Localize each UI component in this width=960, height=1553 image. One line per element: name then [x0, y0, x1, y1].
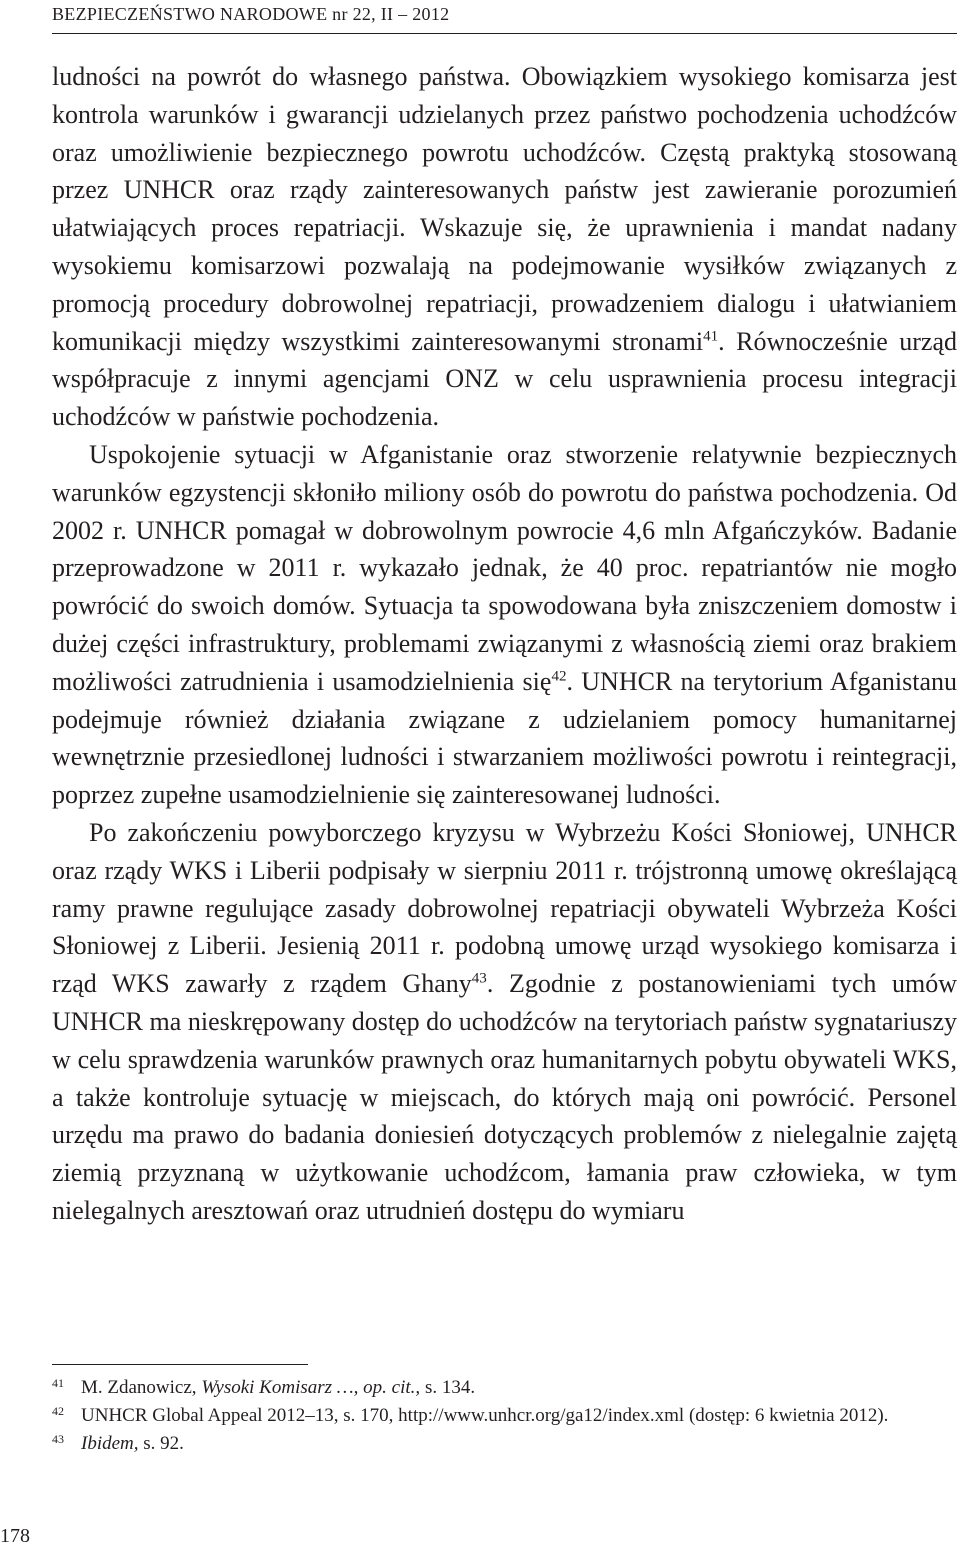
italic-text: Ibidem,: [81, 1433, 139, 1454]
footnote-reference: 43: [471, 970, 487, 987]
text-run: . UNHCR na terytorium Afganistanu podejmuje również działania związane z udzielaniem pomocy humanitarnej wewnętrznie przesiedlonej ludności i stwarzaniem możliwości powrotu i reintegracji, poprzez zupełne usamodzielnienie się zainteresowanej ludności.: [52, 666, 957, 810]
italic-text: Wysoki Komisarz …, op. cit.,: [201, 1377, 421, 1398]
text-run: . Zgodnie z postanowieniami tych umów UNHCR ma nieskrępowany dostęp do uchodźców na terytoriach państw sygnatariuszy w celu sprawdzenia warunków prawnych oraz humanitarnych pobytu obywateli WKS, a także kontroluje sytuację w miejscach, do których mają oni powrócić. Personel urzędu ma prawo do badania doniesień dotyczących problemów z nielegalnie zajętą ziemią przyznaną w użytkowanie uchodźcom, łamania praw człowieka, w tym nielegalnych aresztowań oraz utrudnień dostępu do wymiaru: [52, 969, 957, 1225]
footnote: 42 UNHCR Global Appeal 2012–13, s. 170, http://www.unhcr.org/ga12/index.xml (dostęp: 6 kwietnia 2012).: [52, 1404, 889, 1426]
body-text: [52, 58, 957, 1230]
paragraph: [52, 58, 957, 436]
text-run: M. Zdanowicz,: [81, 1377, 202, 1398]
paragraph: [52, 436, 957, 814]
running-head: BEZPIECZEŃSTWO NARODOWE nr 22, II – 2012: [52, 4, 450, 24]
footnote-reference: 42: [551, 668, 567, 685]
text-run: Uspokojenie sytuacji w Afganistanie oraz stworzenie relatywnie bezpiecznych warunków egzystencji skłoniło miliony osób do powrotu do państwa pochodzenia. Od 2002 r. UNHCR pomagał w dobrowolnym powrocie 4,6 mln Afgańczyków. Badanie przeprowadzone w 2011 r. wykazało jednak, że 40 proc. repatriantów nie mogło powrócić do swoich domów. Sytuacja ta spowodowana była zniszczeniem domostw i dużej części infrastruktury, problemami związanymi z własnością ziemi oraz brakiem możliwości zatrudnienia i usamodzielnienia się: [52, 439, 957, 696]
text-run: . Równocześnie urząd współpracuje z innymi agencjami ONZ w celu usprawnienia procesu integracji uchodźców w państwie pochodzenia.: [52, 326, 958, 432]
footnote-reference: 41: [703, 327, 719, 344]
footnote-divider: [52, 1364, 308, 1365]
footnotes: [52, 1374, 957, 1458]
text-run: UNHCR Global Appeal 2012–13, s. 170, http://www.unhcr.org/ga12/index.xml (dostęp: 6 kwietnia 2012).: [81, 1405, 889, 1426]
text-run: ludności na powrót do własnego państwa. Obowiązkiem wysokiego komisarza jest kontrola warunków i gwarancji udzielanych przez państwo pochodzenia uchodźców oraz umożliwienie bezpiecznego powrotu uchodźców. Częstą praktyką stosowaną przez UNHCR oraz rządy zainteresowanych państw jest zawieranie porozumień ułatwiających proces repatriacji. Wskazuje się, że uprawnienia i mandat nadany wysokiemu komisarzowi pozwalają na podejmowanie wysiłków związanych z promocją procedury dobrowolnej repatriacji, prowadzeniem dialogu i ułatwianiem komunikacji między wszystkimi zainteresowanymi stronami: [52, 62, 957, 356]
text-run: s. 92.: [138, 1433, 184, 1454]
text-run: s. 134.: [420, 1377, 476, 1398]
footnote: 41 M. Zdanowicz, Wysoki Komisarz …, op. cit., s. 134.: [52, 1376, 476, 1398]
header-divider: [52, 33, 957, 34]
text-run: Po zakończeniu powyborczego kryzysu w Wybrzeżu Kości Słoniowej, UNHCR oraz rządy WKS i Liberii podpisały w sierpniu 2011 r. trójstronną umowę określającą ramy prawne regulujące zasady dobrowolnej repatriacji obywateli Wybrzeża Kości Słoniowej z Liberii. Jesienią 2011 r. podobną umowę urząd wysokiego komisarza i rząd WKS zawarły z rządem Ghany: [52, 817, 957, 999]
paragraph: [52, 814, 957, 1230]
footnote: 43 Ibidem, s. 92.: [52, 1432, 184, 1454]
page-number: 178: [0, 1525, 30, 1547]
